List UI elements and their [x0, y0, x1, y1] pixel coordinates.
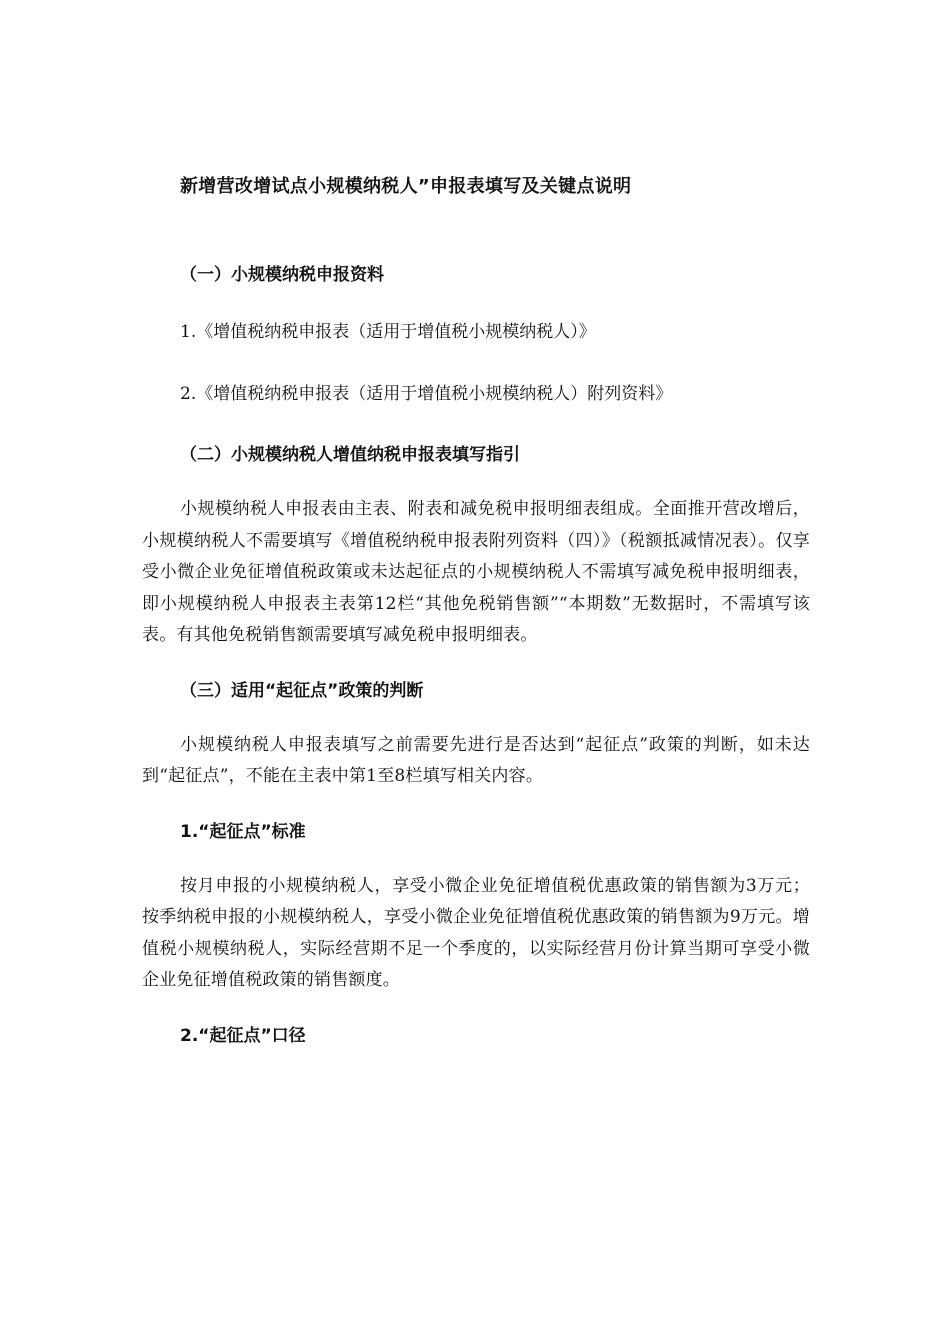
section-heading-3: （三）适用“起征点”政策的判断: [180, 680, 424, 701]
subsection-paragraph-1: 按月申报的小规模纳税人，享受小微企业免征增值税优惠政策的销售额为3万元；按季纳税申报的小规模纳税人，享受小微企业免征增值税优惠政策的销售额为9万元。增值税小规模纳税人，实际经营期不足一个季度的，以实际经营月份计算当期可享受小微企业免征增值税政策的销售额度。: [142, 875, 810, 990]
subsection-heading-1: 1.“起征点”标准: [180, 821, 306, 842]
list-item-2: 2.《增值税纳税申报表（适用于增值税小规模纳税人）附列资料》: [180, 384, 673, 404]
document-title: 新增营改增试点小规模纳税人”申报表填写及关键点说明: [180, 176, 632, 197]
list-item-1: 1.《增值税纳税申报表（适用于增值税小规模纳税人）》: [180, 322, 596, 342]
document-body: [142, 172, 810, 1075]
section-heading-1: （一）小规模纳税申报资料: [180, 265, 384, 285]
subsection-heading-2: 2.“起征点”口径: [180, 1025, 306, 1046]
section-paragraph-3: 小规模纳税人申报表填写之前需要先进行是否达到“起征点”政策的判断，如未达到“起征点”，不能在主表中第1至8栏填写相关内容。: [142, 734, 810, 786]
section-heading-2: （二）小规模纳税人增值纳税申报表填写指引: [180, 445, 520, 465]
section-paragraph-2: 小规模纳税人申报表由主表、附表和减免税申报明细表组成。全面推开营改增后，小规模纳税人不需要填写《增值税纳税申报表附列资料（四）》（税额抵减情况表）。仅享受小微企业免征增值税政策或未达起征点的小规模纳税人不需填写减免税申报明细表，即小规模纳税人申报表主表第12栏“其他免税销售额”“本期数”无数据时，不需填写该表。有其他免税销售额需要填写减免税申报明细表。: [142, 499, 810, 645]
